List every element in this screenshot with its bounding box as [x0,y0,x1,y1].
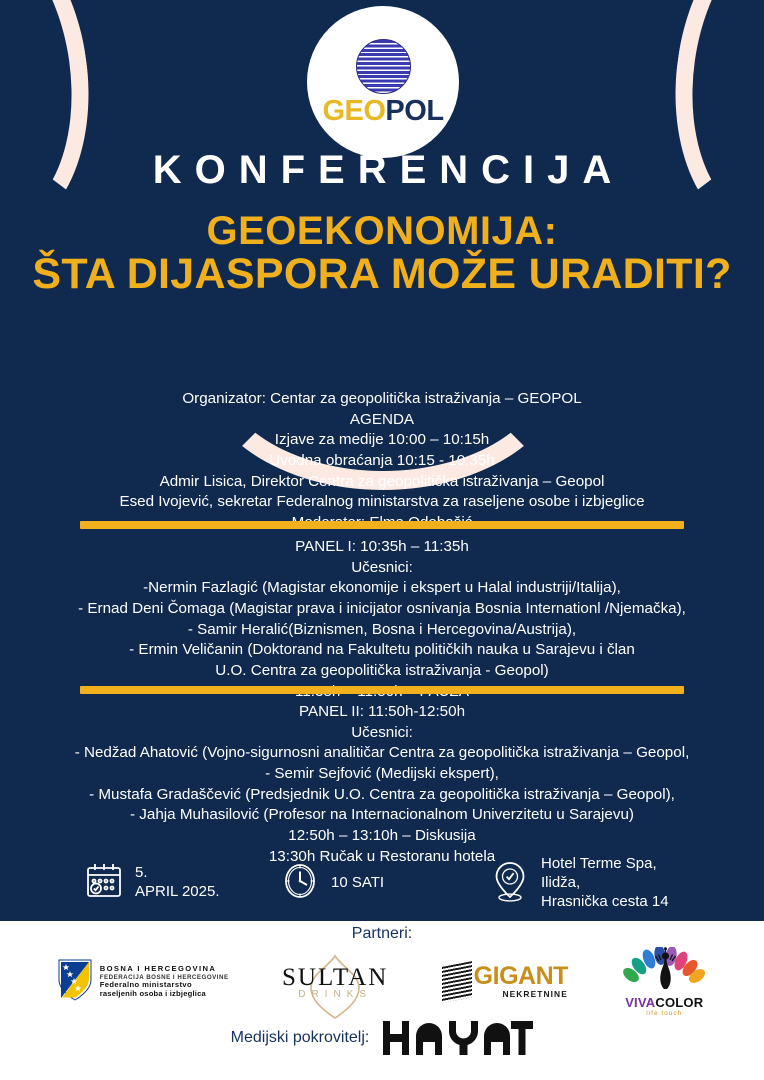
gigant-nekretnine-logo [442,964,568,1000]
panel-two-line: 13:30h Ručak u Restoranu hotela [268,847,496,865]
event-location-text [541,855,669,912]
gigant-text [473,962,568,999]
panel-one-line: - Samir Heralić(Biznismen, Bosna i Hercegovina/Austrija), [187,620,577,638]
bih-coat-of-arms-icon [57,958,93,1007]
sultan-drinks-logo [282,964,388,1000]
event-date-day: 5. [135,864,148,882]
agenda-section [0,389,764,534]
geopol-wordmark [322,94,444,127]
bih-ministry-text [100,965,229,999]
agenda-line: Admir Lisica, Direktor Centra za geopolitička istraživanja – Geopol [159,472,605,490]
location-pin-icon [490,859,530,908]
event-date-month-year: APRIL 2025. [135,883,220,901]
location-line-1: Hotel Terme Spa, [541,855,657,872]
media-sponsor-row [0,1019,764,1057]
panel-two-line: - Nedžad Ahatović (Vojno-sigurnosni analitičar Centra za geopolitička istraživanja – Geopol, [74,744,690,762]
agenda-line: Esed Ivojević, sekretar Federalnog ministarstva za raseljene osobe i izbjeglice [119,493,645,511]
gigant-subtitle: NEKRETNINE [502,988,568,999]
theme-line-1: GEOEKONOMIJA: [206,209,558,253]
bih-line-4: raseljenih osoba i izbjeglica [99,989,206,999]
panel-two-section [0,702,764,867]
bih-line-2: FEDERACIJA BOSNE I HERCEGOVINE [99,973,229,981]
calendar-icon [84,861,124,906]
gigant-title: GIGANT [473,962,568,991]
theme-line-2: ŠTA DIJASPORA MOŽE URADITI? [32,250,732,299]
location-line-3: Hrasnička cesta 14 [541,892,669,910]
panel-one-line: PANEL I: 10:35h – 11:35h [295,538,469,555]
bih-line-1: BOSNA I HERCEGOVINA [99,963,217,973]
event-info-bar [0,855,764,912]
partners-row [0,951,764,1017]
bih-line-3: Federalno ministarstvo [99,980,193,990]
geopol-logo [307,6,459,158]
partners-label: Partneri: [351,925,413,942]
geopol-wordmark-pol: POL [385,94,444,127]
agenda-line: Izjave za medije 10:00 – 10:15h [274,431,490,449]
hayat-logo [383,1019,533,1057]
agenda-line: AGENDA [349,410,415,428]
panel-two-line: Učesnici: [351,723,413,741]
panel-one-line: Učesnici: [351,558,413,576]
event-location [490,855,680,912]
panel-two-line: - Semir Sejfović (Medijski ekspert), [265,765,499,783]
panel-two-line: PANEL II: 11:50h-12:50h [298,703,466,720]
event-time-text: 10 SATI [331,873,385,891]
vivacolor-title [621,995,707,1010]
panel-one-line: U.O. Centra za geopolitička istraživanja - Geopol) [215,662,549,680]
panel-two-line: 12:50h – 13:10h – Diskusija [288,827,476,845]
bih-ministry-logo [57,958,229,1007]
event-time [280,861,490,906]
agenda-line: Organizator: Centar za geopolitička istraživanja – GEOPOL [182,390,582,407]
striped-globe-icon [356,39,411,94]
divider-gold-top [80,521,684,529]
event-date-text [135,864,220,902]
panel-one-section [0,537,764,702]
panel-one-line: - Ernad Deni Čomaga (Magistar prava i inicijator osnivanja Bosnia Internationl /Njemačka), [78,600,686,618]
poster-footer [0,921,764,1080]
event-date [84,861,280,906]
sultan-title: SULTAN [281,964,389,991]
conference-theme [0,210,764,298]
location-line-2: Ilidža, [541,873,581,891]
geopol-wordmark-geo: GEO [322,94,386,127]
panel-one-line: - Ermin Veličanin (Doktorand na Fakultetu političkih nauka u Sarajevu i član [129,641,635,659]
media-sponsor-label: Medijski pokrovitelj: [230,1029,370,1046]
page-title: KONFERENCIJA [152,148,625,192]
vivacolor-title-part1: VIVA [625,995,656,1010]
gigant-building-icon [442,961,472,1003]
panel-one-line: -Nermin Fazlagić (Magistar ekonomije i ekspert u Halal industriji/Italija), [143,579,621,597]
agenda-line: Uvodna obraćanja 10:15 - 10:35h [269,452,495,470]
clock-icon [280,861,320,906]
peacock-icon [621,976,707,993]
panel-two-line: - Jahja Muhasilović (Profesor na Internacionalnom Univerzitetu u Sarajevu) [130,806,634,824]
vivacolor-subtitle: life touch [646,1010,683,1017]
sultan-subtitle: DRINKS [298,989,373,1000]
vivacolor-title-part2: COLOR [655,995,704,1010]
divider-gold-bottom [80,686,684,694]
panel-two-line: - Mustafa Gradaščević (Predsjednik U.O. Centra za geopolitička istraživanja – Geopol), [89,785,675,803]
vivacolor-logo [621,947,707,1017]
